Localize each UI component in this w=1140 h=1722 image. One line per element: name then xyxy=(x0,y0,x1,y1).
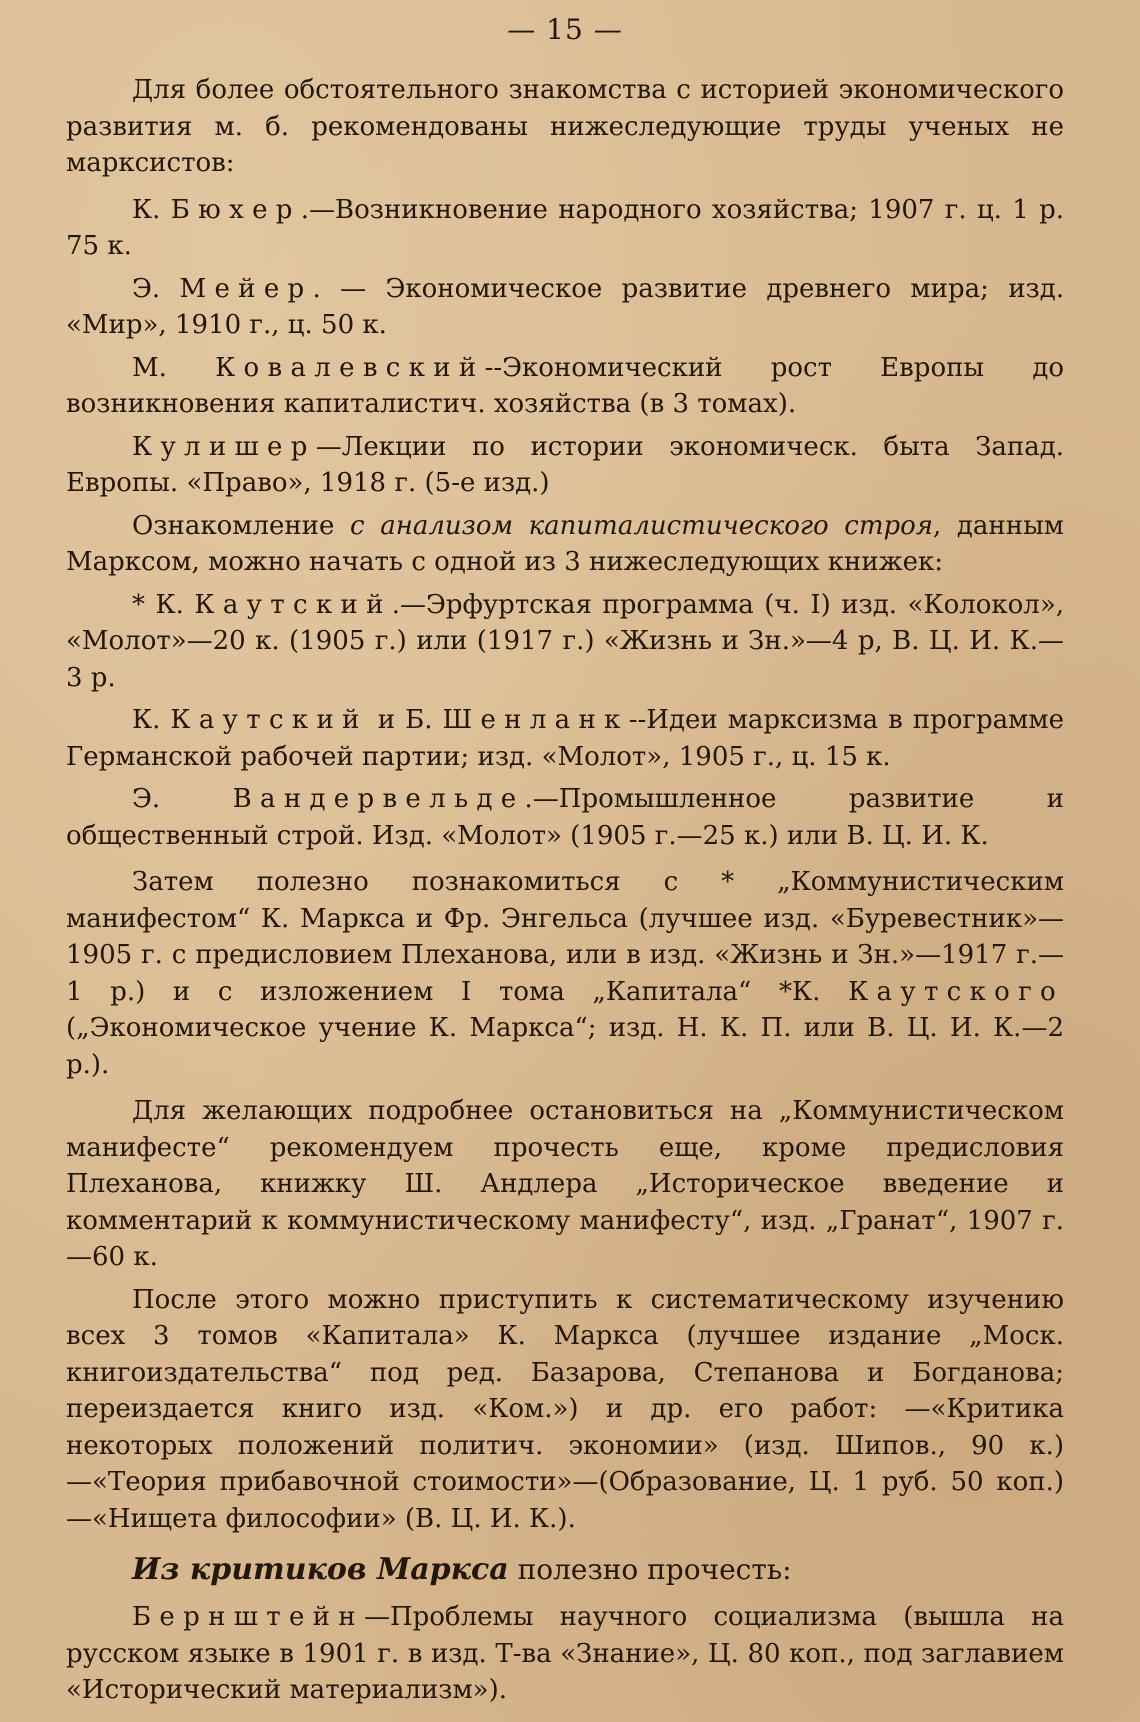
entry-text: —Лекции по истории экономическ. быта Запад. Европы. «Право», 1918 г. (5-е изд.) xyxy=(66,431,1064,498)
entry-text: --Идеи марксизма в программе Германской рабочей партии; изд. «Молот», 1905 г., ц. 15 к. xyxy=(66,705,1064,772)
author-name: Ковалевский xyxy=(215,352,485,383)
author-name: Каутский xyxy=(194,589,392,620)
entry-kulisher xyxy=(66,429,1064,502)
heading-emphasis: Из критиков Маркса xyxy=(132,1552,509,1587)
entry-text: .—Эрфуртская программа (ч. I) изд. «Колокол», «Молот»—20 к. (1905 г.) или (1917 г.) «Жизнь и Зн.»—4 р, В. Ц. И. К.—3 р. xyxy=(66,589,1064,693)
paragraph-intro: Для более обстоятельного знакомства с историей экономического развития м. б. рекомендованы нижеследующие труды ученых не марксистов: xyxy=(66,75,1064,178)
entry-kovalevsky xyxy=(66,350,1064,423)
entry-text: --Экономический рост Европы до возникновения капиталистич. хозяйства (в 3 томах). xyxy=(66,352,1064,419)
author-name: Вандервельде xyxy=(232,784,525,814)
entry-prefix: К. xyxy=(132,705,171,735)
paragraph-text: , данным Марксом, можно начать с одной из 3 нижеследующих книжек: xyxy=(66,510,1064,577)
emphasis-text: с анализом капиталистического строя xyxy=(350,510,934,541)
author-name: Бюхер xyxy=(170,194,301,225)
entry-prefix: М. xyxy=(132,352,216,383)
entry-prefix: * К. xyxy=(132,589,195,620)
entry-text: .—Промышленное развитие и общественный строй. Изд. «Молот» (1905 г.—25 к.) или В. Ц. И. К. xyxy=(66,784,1064,851)
entry-kautsky-schoenlank xyxy=(66,702,1064,775)
paragraph-capital: После этого можно приступить к систематическому изучению всех 3 томов «Капитала» К. Маркса (лучшее издание „Моск. книгоиздательства“ под ред. Базарова, Степанова и Богданова; переиздается книго изд. «Ком.») и др. его работ: —«Критика некоторых положений политич. экономии» (изд. Шипов., 90 к.)—«Теория прибавочной стоимости»—(Образование, Ц. 1 руб. 50 коп.)—«Нищета философии» (В. Ц. И. К.). xyxy=(66,1284,1064,1534)
entry-bernstein xyxy=(66,1599,1064,1709)
author-name: Бернштейн xyxy=(132,1602,364,1632)
entry-text: —Проблемы научного социализма (вышла на русском языке в 1901 г. в изд. Т-ва «Знание», Ц. 80 коп., под заглавием «Исторический материализм»). xyxy=(66,1602,1064,1705)
entry-prefix: Э. xyxy=(132,784,233,814)
author-name: Каутский xyxy=(170,705,368,735)
paragraph-text: („Экономическое учение К. Маркса“; изд. Н. К. П. или В. Ц. И. К.—2 р.). xyxy=(66,1013,1064,1080)
entry-kautsky-erfurt xyxy=(66,587,1064,697)
paragraph-andler: Для желающих подробнее остановиться на „Коммунистическом манифесте“ рекомендуем прочесть еще, кроме предисловия Плеханова, книжку Ш. Андлера „Историческое введение и комментарий к коммунистическому манифесту“, изд. „Гранат“, 1907 г.—60 к. xyxy=(66,1096,1064,1272)
author-name: Мейер xyxy=(179,273,313,304)
paragraph-manifesto xyxy=(66,864,1064,1083)
section-heading-critics xyxy=(66,1551,1064,1589)
paragraph-text: Затем полезно познакомиться с * „Коммунистическим манифестом“ К. Маркса и Фр. Энгельса (лучшее изд. «Буревестник»—1905 г. с предисловием Плеханова, или в изд. «Жизнь и Зн.»—1917 г.—1 р.) и с изложением I тома „Капитала“ *К. xyxy=(66,867,1064,1007)
author-name: Каутского xyxy=(848,976,1064,1007)
entry-text: .—Возникновение народного хозяйства; 1907 г. ц. 1 р. 75 к. xyxy=(66,194,1064,261)
paragraph-capitalism xyxy=(66,508,1064,581)
entry-text: . — Экономическое развитие древнего мира; изд. «Мир», 1910 г., ц. 50 к. xyxy=(66,273,1064,340)
author-name: Шенланк xyxy=(442,705,629,735)
entry-prefix: К. xyxy=(132,194,171,225)
page-number: — 15 — xyxy=(507,13,623,46)
heading-text: полезно прочесть: xyxy=(508,1553,792,1586)
entry-joiner: и Б. xyxy=(367,705,443,735)
entry-prefix: Э. xyxy=(132,273,180,304)
entry-bucher xyxy=(66,192,1064,265)
paragraph-prefix: Ознакомление xyxy=(132,510,351,541)
entry-meyer xyxy=(66,271,1064,344)
entry-vandervelde xyxy=(66,781,1064,854)
author-name: Кулишер xyxy=(132,431,316,462)
